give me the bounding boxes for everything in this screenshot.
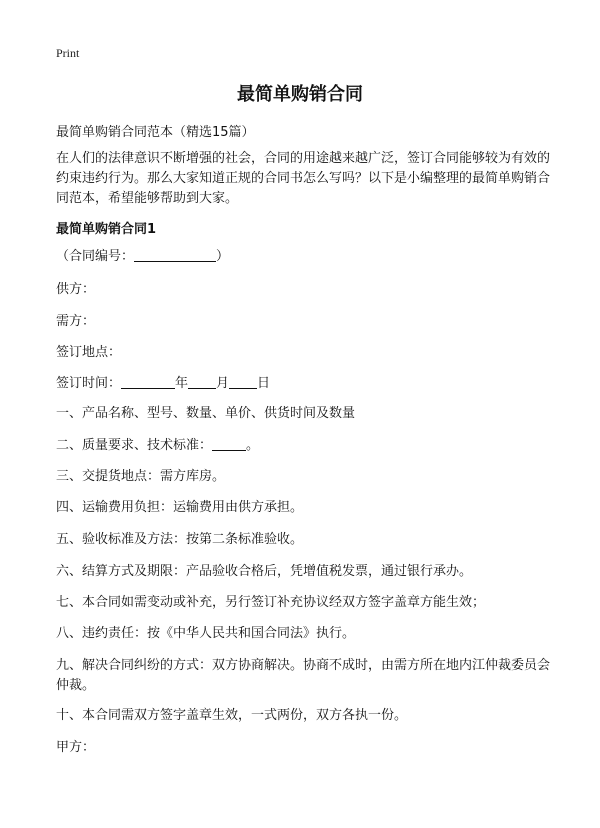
supplier-line: 供方：: [56, 282, 96, 297]
month-blank: [188, 374, 216, 389]
contract-number-label: （合同编号：: [56, 249, 135, 264]
clause-1: 一、产品名称、型号、数量、单价、供货时间及数量: [56, 406, 356, 421]
contract-number-close: ）: [216, 249, 230, 264]
document-subtitle: 最简单购销合同范本（精选15篇）: [56, 125, 255, 140]
clause-7: 七、本合同如需变动或补充，另行签订补充协议经双方签字盖章方能生效；: [56, 595, 486, 610]
clause-6: 六、结算方式及期限：产品验收合格后，凭增值税发票，通过银行承办。: [56, 564, 473, 579]
day-blank: [229, 374, 257, 389]
clause-10: 十、本合同需双方签字盖章生效，一式两份，双方各执一份。: [56, 708, 408, 723]
clause-8: 八、违约责任：按《中华人民共和国合同法》执行。: [56, 626, 356, 641]
print-link[interactable]: Print: [56, 46, 80, 60]
day-label: 日: [257, 376, 271, 391]
intro-paragraph: 在人们的法律意识不断增强的社会，合同的用途越来越广泛，签订合同能够较为有效的约束违约行为。那么大家知道正规的合同书怎么写吗？以下是小编整理的最简单购销合同范本，希望能够帮助到大家。: [56, 151, 551, 206]
clause-2-end: 。: [246, 438, 260, 453]
page-title: 最简单购销合同: [237, 84, 363, 105]
signing-time-label: 签订时间：: [56, 376, 122, 391]
clause-2: [56, 436, 556, 456]
section-heading: 最简单购销合同1: [56, 222, 157, 237]
clause-5: 五、验收标准及方法：按第二条标准验收。: [56, 532, 304, 547]
party-a-line: 甲方：: [56, 740, 96, 755]
month-label: 月: [216, 376, 230, 391]
buyer-line: 需方：: [56, 314, 96, 329]
clause-3: 三、交提货地点：需方库房。: [56, 469, 226, 484]
clause-9: 九、解决合同纠纷的方式：双方协商解决。协商不成时，由需方所在地内江仲裁委员会仲裁。: [56, 658, 551, 693]
tech-standard-blank: [212, 436, 246, 451]
contract-number-line: [56, 247, 556, 267]
signing-place-line: 签订地点：: [56, 345, 122, 360]
contract-number-blank: [134, 247, 216, 262]
year-blank: [121, 374, 175, 389]
clause-2-text: 二、质量要求、技术标准：: [56, 438, 213, 453]
clause-4: 四、运输费用负担：运输费用由供方承担。: [56, 500, 304, 515]
signing-time-line: [56, 374, 556, 394]
year-label: 年: [175, 376, 189, 391]
